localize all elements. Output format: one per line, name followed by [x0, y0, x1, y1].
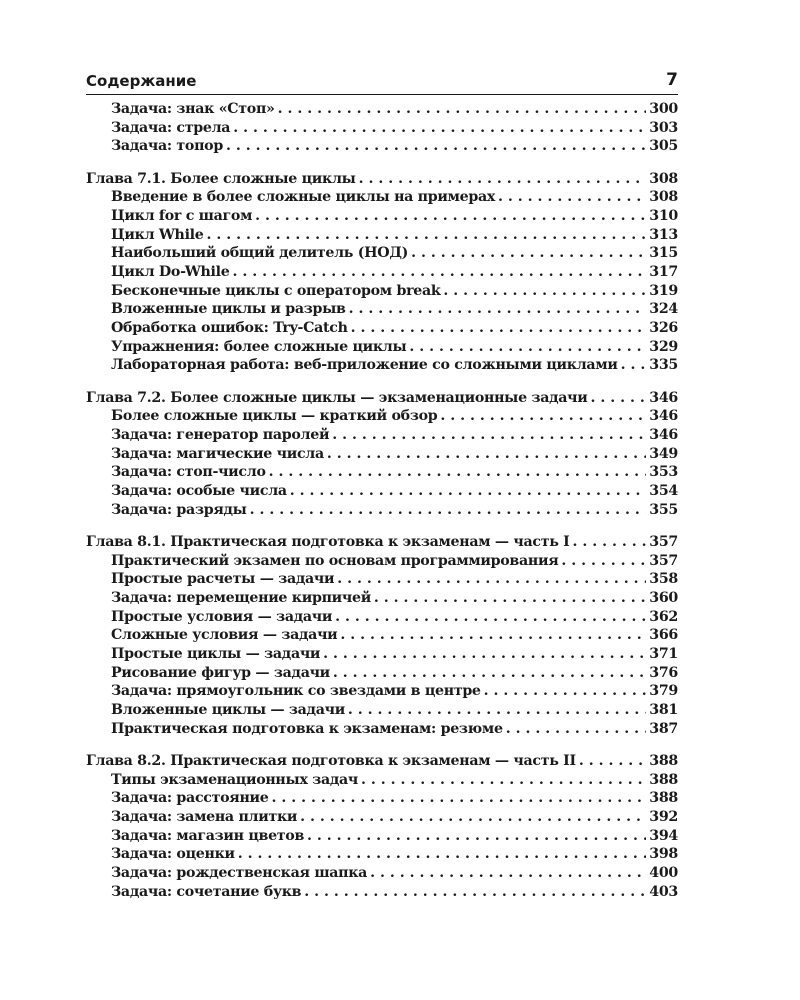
dot-leader	[206, 227, 646, 243]
toc-entry-page: 335	[649, 357, 678, 374]
toc-section-row[interactable]	[86, 446, 678, 465]
dot-leader	[498, 189, 646, 205]
toc-section-row[interactable]	[86, 227, 678, 246]
toc-entry-title: Задача: перемещение кирпичей	[111, 590, 371, 606]
dot-leader	[255, 208, 646, 224]
toc-section-row[interactable]	[86, 772, 678, 791]
toc-entry-title: Глава 7.1. Более сложные циклы	[86, 170, 356, 187]
toc-section-row[interactable]	[86, 264, 678, 283]
toc-section-row[interactable]	[86, 828, 678, 847]
toc-entry-page: 403	[649, 883, 678, 900]
toc-section-row[interactable]	[86, 138, 678, 157]
toc-entry-title: Вложенные циклы — задачи	[111, 702, 345, 719]
dot-leader	[349, 301, 647, 317]
toc-entry-page: 379	[649, 683, 678, 700]
dot-leader	[335, 609, 646, 625]
toc-entry-page: 329	[649, 338, 678, 355]
toc-entry-page: 400	[649, 865, 678, 882]
dot-leader	[484, 683, 647, 699]
toc-entry-title: Глава 7.2. Более сложные циклы — экзаменационные задачи	[86, 389, 588, 406]
toc-entry-title: Задача: магазин цветов	[111, 827, 305, 844]
toc-entry-title: Задача: стоп-число	[111, 464, 266, 481]
toc-entry-page: 398	[649, 846, 678, 863]
section-spacer	[86, 520, 678, 534]
toc-entry-title: Наибольший общий делитель (НОД)	[111, 245, 409, 262]
section-spacer	[86, 157, 678, 171]
toc-entry-page: 394	[649, 827, 678, 844]
dot-leader	[250, 502, 647, 518]
toc-entry-title: Вложенные циклы и разрыв	[111, 301, 346, 318]
toc-section-row[interactable]	[86, 245, 678, 264]
toc-entry-title: Простые циклы — задачи	[111, 646, 321, 663]
toc-section-row[interactable]	[86, 846, 678, 865]
section-spacer	[86, 740, 678, 754]
page-number: 7	[666, 70, 678, 90]
toc-section-row[interactable]	[86, 553, 678, 572]
toc-entry-page: 326	[649, 320, 678, 337]
toc-entry-page: 360	[649, 590, 678, 606]
toc-section-row[interactable]	[86, 101, 678, 120]
toc-section-row[interactable]	[86, 790, 678, 809]
toc-chapter-row[interactable]	[86, 753, 678, 772]
dot-leader	[233, 120, 646, 136]
dot-leader	[337, 571, 646, 587]
dot-leader	[573, 534, 647, 550]
dot-leader	[304, 884, 646, 900]
dot-leader	[269, 464, 647, 480]
dot-leader	[621, 357, 647, 373]
toc-entry-page: 392	[649, 809, 678, 826]
toc-page	[86, 70, 678, 903]
toc-entry-title: Простые расчеты — задачи	[111, 571, 335, 588]
dot-leader	[506, 721, 647, 737]
toc-entry-title: Задача: расстояние	[111, 790, 269, 807]
toc-entry-page: 317	[649, 264, 678, 280]
dot-leader	[226, 138, 646, 154]
toc-entry-title: Цикл Do-While	[111, 264, 230, 280]
toc-entry-page: 305	[649, 138, 678, 155]
toc-section-row[interactable]	[86, 208, 678, 227]
page-header	[86, 70, 678, 95]
dot-leader	[561, 553, 646, 569]
dot-leader	[590, 390, 646, 406]
toc-entry-page: 358	[649, 571, 678, 588]
toc-entry-title: Лабораторная работа: веб-приложение со сложными циклами	[111, 357, 618, 374]
toc-entry-page: 346	[649, 389, 678, 406]
toc-entry-title: Задача: рождественская шапка	[111, 865, 368, 882]
toc-section-row[interactable]	[86, 702, 678, 721]
toc-entry-page: 353	[649, 464, 678, 481]
dot-leader	[440, 408, 646, 424]
toc-entry-page: 319	[649, 282, 678, 299]
dot-leader	[351, 320, 647, 336]
toc-section-row[interactable]	[86, 189, 678, 208]
dot-leader	[359, 171, 647, 187]
toc-entry-title: Практическая подготовка к экзаменам: резюме	[111, 720, 503, 737]
toc-entry-title: Задача: сочетание букв	[111, 883, 302, 900]
toc-section-row[interactable]	[86, 502, 678, 521]
toc-entry-title: Цикл While	[111, 226, 204, 243]
dot-leader	[272, 790, 647, 806]
dot-leader	[579, 753, 646, 769]
toc-entry-page: 388	[649, 753, 678, 769]
toc-section-row[interactable]	[86, 627, 678, 646]
toc-entry-page: 376	[649, 664, 678, 681]
toc-entry-page: 313	[649, 226, 678, 243]
toc-entry-page: 300	[649, 101, 678, 117]
toc-entry-page: 354	[649, 483, 678, 500]
toc-section-row[interactable]	[86, 646, 678, 665]
dot-leader	[340, 627, 646, 643]
toc-section-row[interactable]	[86, 721, 678, 740]
toc-entry-page: 357	[649, 552, 678, 569]
toc-entry-page: 388	[649, 771, 678, 788]
dot-leader	[290, 483, 646, 499]
toc-section-row[interactable]	[86, 283, 678, 302]
toc-entry-title: Задача: магические числа	[111, 445, 324, 462]
toc-entry-page: 349	[649, 445, 678, 462]
toc-section-row[interactable]	[86, 427, 678, 446]
toc-entry-title: Глава 8.1. Практическая подготовка к экзаменам — часть I	[86, 533, 570, 550]
toc-entry-page: 357	[649, 533, 678, 550]
dot-leader	[278, 101, 647, 117]
toc-entry-title: Задача: особые числа	[111, 483, 287, 500]
toc-entry-title: Задача: топор	[111, 138, 223, 155]
toc-section-row[interactable]	[86, 865, 678, 884]
toc-entry-title: Бесконечные циклы с оператором break	[111, 282, 441, 299]
dot-leader	[332, 427, 646, 443]
toc-entry-page: 308	[649, 170, 678, 187]
section-spacer	[86, 376, 678, 390]
toc-entry-title: Глава 8.2. Практическая подготовка к экзаменам — часть II	[86, 753, 576, 769]
toc-entry-title: Задача: замена плитки	[111, 809, 298, 826]
toc-entry-title: Обработка ошибок: Try-Catch	[111, 320, 348, 337]
dot-leader	[348, 702, 646, 718]
toc-entry-title: Задача: прямоугольник со звездами в центре	[111, 683, 481, 700]
dot-leader	[307, 828, 646, 844]
dot-leader	[238, 846, 647, 862]
toc-entry-title: Задача: генератор паролей	[111, 427, 330, 443]
toc-section-row[interactable]	[86, 683, 678, 702]
toc-entry-page: 366	[649, 627, 678, 644]
dot-leader	[333, 665, 646, 681]
toc-chapter-row[interactable]	[86, 171, 678, 190]
toc-entry-page: 388	[649, 790, 678, 807]
toc-entry-page: 346	[649, 408, 678, 425]
dot-leader	[370, 865, 646, 881]
toc-chapter-row[interactable]	[86, 390, 678, 409]
toc-entry-title: Типы экзаменационных задач	[111, 771, 359, 788]
toc-entry-page: 371	[649, 646, 678, 663]
toc-entry-title: Задача: стрела	[111, 119, 231, 136]
toc-chapter-row[interactable]	[86, 534, 678, 553]
toc-section-row[interactable]	[86, 483, 678, 502]
toc-section-row[interactable]	[86, 320, 678, 339]
toc-entry-page: 315	[649, 245, 678, 262]
toc-section-row[interactable]	[86, 809, 678, 828]
toc-section-row[interactable]	[86, 339, 678, 358]
dot-leader	[443, 283, 646, 299]
toc-section-row[interactable]	[86, 884, 678, 903]
toc-section-row[interactable]	[86, 464, 678, 483]
toc-section-row[interactable]	[86, 590, 678, 609]
toc-entry-title: Задача: оценки	[111, 846, 235, 863]
toc-section-row[interactable]	[86, 408, 678, 427]
dot-leader	[327, 446, 646, 462]
toc-entry-title: Задача: разряды	[111, 501, 247, 518]
dot-leader	[361, 772, 646, 788]
table-of-contents	[86, 101, 678, 903]
toc-entry-page: 324	[649, 301, 678, 318]
toc-entry-title: Рисование фигур — задачи	[111, 664, 330, 681]
toc-section-row[interactable]	[86, 665, 678, 684]
toc-entry-page: 355	[649, 501, 678, 518]
toc-entry-title: Сложные условия — задачи	[111, 627, 338, 644]
toc-entry-title: Задача: знак «Стоп»	[111, 101, 275, 117]
dot-leader	[323, 646, 646, 662]
toc-entry-title: Цикл for с шагом	[111, 207, 253, 224]
toc-section-row[interactable]	[86, 301, 678, 320]
toc-section-row[interactable]	[86, 609, 678, 628]
toc-entry-title: Упражнения: более сложные циклы	[111, 338, 407, 355]
dot-leader	[411, 245, 646, 261]
toc-entry-title: Введение в более сложные циклы на примерах	[111, 189, 496, 206]
toc-entry-title: Простые условия — задачи	[111, 608, 333, 625]
toc-entry-title: Практический экзамен по основам программирования	[111, 552, 559, 569]
toc-entry-page: 308	[649, 189, 678, 206]
toc-section-row[interactable]	[86, 571, 678, 590]
toc-entry-page: 381	[649, 702, 678, 719]
toc-entry-title: Более сложные циклы — краткий обзор	[111, 408, 438, 425]
dot-leader	[232, 264, 646, 280]
toc-section-row[interactable]	[86, 120, 678, 139]
toc-entry-page: 387	[649, 720, 678, 737]
dot-leader	[300, 809, 646, 825]
toc-section-row[interactable]	[86, 357, 678, 376]
dot-leader	[374, 590, 646, 606]
toc-entry-page: 303	[649, 119, 678, 136]
dot-leader	[409, 339, 646, 355]
toc-entry-page: 362	[649, 608, 678, 625]
toc-entry-page: 310	[649, 207, 678, 224]
toc-entry-page: 346	[649, 427, 678, 443]
running-title: Содержание	[86, 72, 197, 90]
